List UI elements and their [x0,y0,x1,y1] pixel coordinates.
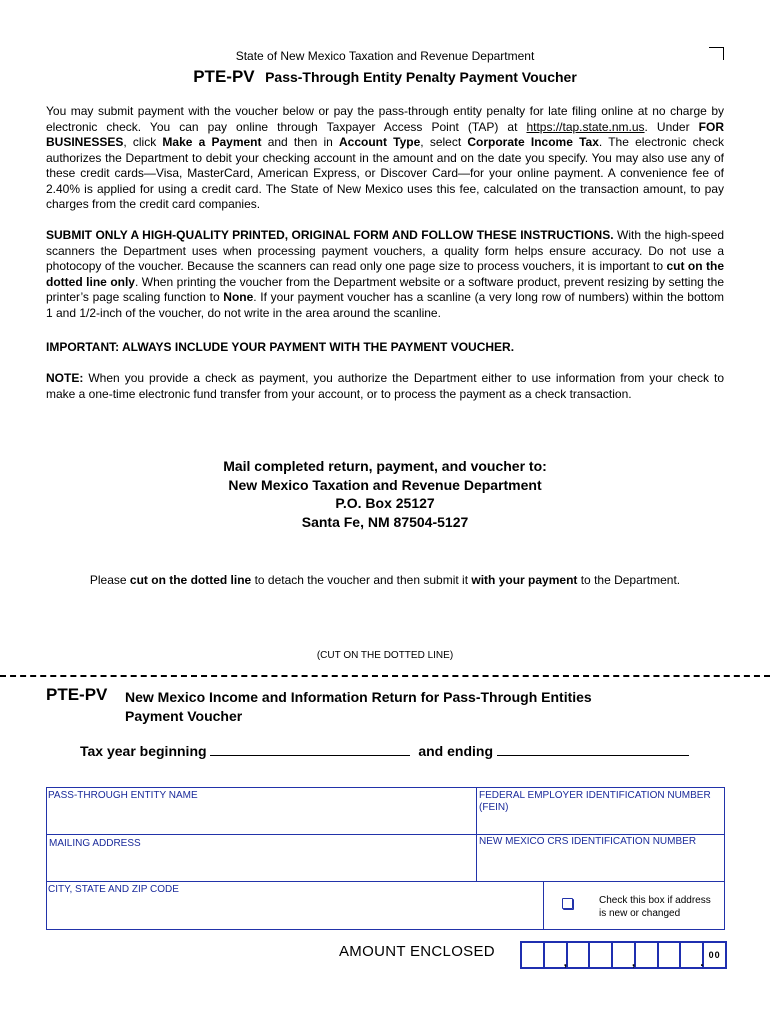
instructions-paragraph-2: SUBMIT ONLY A HIGH-QUALITY PRINTED, ORIGINAL FORM AND FOLLOW THESE INSTRUCTIONS. With the high-speed scanners the Department uses when processing payment vouchers, a quality form helps ensure accuracy. Do not use a photocopy of the voucher. Because the scanners can read only one page size to process vouchers, it is important to cut on the dotted line only. When printing the voucher from the Department website or a software product, prevent resizing by setting the printer’s page scaling function to None. If your payment voucher has a scanline (a very long row of numbers) within the bottom 1 and 1/2-inch of the voucher, do not write in the area around the scanline. [46,228,725,320]
voucher-title: New Mexico Income and Information Return for Pass-Through Entities Payment Voucher [125,689,592,724]
tax-year-ending-field[interactable] [497,742,689,756]
amount-enclosed-label: AMOUNT ENCLOSED [339,943,495,960]
thousands-separator: , [563,955,567,969]
mailing-address-field[interactable]: MAILING ADDRESS [49,838,141,849]
voucher-form-code: PTE-PV [46,685,108,704]
divider [476,834,724,835]
instructions-paragraph-1: You may submit payment with the voucher below or pay the pass-through entity penalty for late filing online at no charge by electronic check. You can pay online through Taxpayer Access Point (TAP) at https://tap.state.nm.us. Under FOR BUSINESSES, click Make a Payment and then in Account Type, select Corporate Income Tax. The electronic check authorizes the Department to debit your checking account in the amount and on the date you specify. You may also use any of these credit cards—Visa, MasterCard, American Express, or Discover Card—for your online payment. A convenience fee of 2.40% is applied for using a credit card. The State of New Mexico uses this fee, calculated on the transaction amount, to pay charges from the credit card companies. [46,104,725,211]
important-notice: IMPORTANT: ALWAYS INCLUDE YOUR PAYMENT WITH THE PAYMENT VOUCHER. [46,340,515,354]
amount-cents-cell [700,943,725,969]
page-title [0,67,770,87]
tap-link[interactable]: https://tap.state.nm.us [526,119,645,134]
amount-digit-cell[interactable] [590,943,613,967]
detach-instruction: Please cut on the dotted line to detach the voucher and then submit it with your payment to the Department. [89,573,681,587]
amount-digit-cell[interactable] [631,943,659,969]
amount-enclosed-field[interactable] [520,941,727,969]
cut-line-label: (CUT ON THE DOTTED LINE) [316,650,454,661]
mailing-line-2: New Mexico Taxation and Revenue Department [228,476,542,493]
entity-name-field[interactable]: PASS-THROUGH ENTITY NAME [48,790,198,801]
department-header: State of New Mexico Taxation and Revenue Department [235,49,535,63]
tax-year-beginning-field[interactable] [210,742,410,756]
mailing-address-block [0,457,770,531]
form-name: Pass-Through Entity Penalty Payment Voucher [265,69,577,85]
amount-digit-cell[interactable] [659,943,682,967]
divider [543,881,544,929]
note-paragraph: NOTE: When you provide a check as payment, you authorize the Department either to use information from your check to make a one-time electronic fund transfer from your account, or to process the payment as a check transaction. [46,371,724,401]
divider [47,834,476,835]
cents-value: 00 [708,950,721,960]
address-changed-label: Check this box if address is new or changed [599,895,711,919]
amount-digit-cell[interactable] [522,943,545,967]
city-state-zip-field[interactable]: CITY, STATE AND ZIP CODE [48,884,179,895]
mailing-line-3: P.O. Box 25127 [335,495,435,511]
corner-mark [709,47,724,60]
form-code: PTE-PV [193,67,255,86]
decimal-separator: . [700,955,705,969]
cut-dotted-line [0,675,770,677]
and-ending-label: and ending [418,743,493,759]
tax-year-row [80,742,689,759]
mailing-line-4: Santa Fe, NM 87504-5127 [301,513,469,530]
crs-id-field[interactable]: NEW MEXICO CRS IDENTIFICATION NUMBER [479,836,697,847]
address-changed-checkbox-icon[interactable] [562,898,573,909]
mailing-line-1: Mail completed return, payment, and voucher to: [223,458,547,474]
divider [47,881,724,882]
thousands-separator: , [631,955,636,969]
amount-digit-cell[interactable] [563,943,591,969]
tax-year-beginning-label: Tax year beginning [80,743,207,759]
voucher-form-box [46,787,725,930]
fein-field[interactable]: FEDERAL EMPLOYER IDENTIFICATION NUMBER (FEIN) [479,790,711,813]
